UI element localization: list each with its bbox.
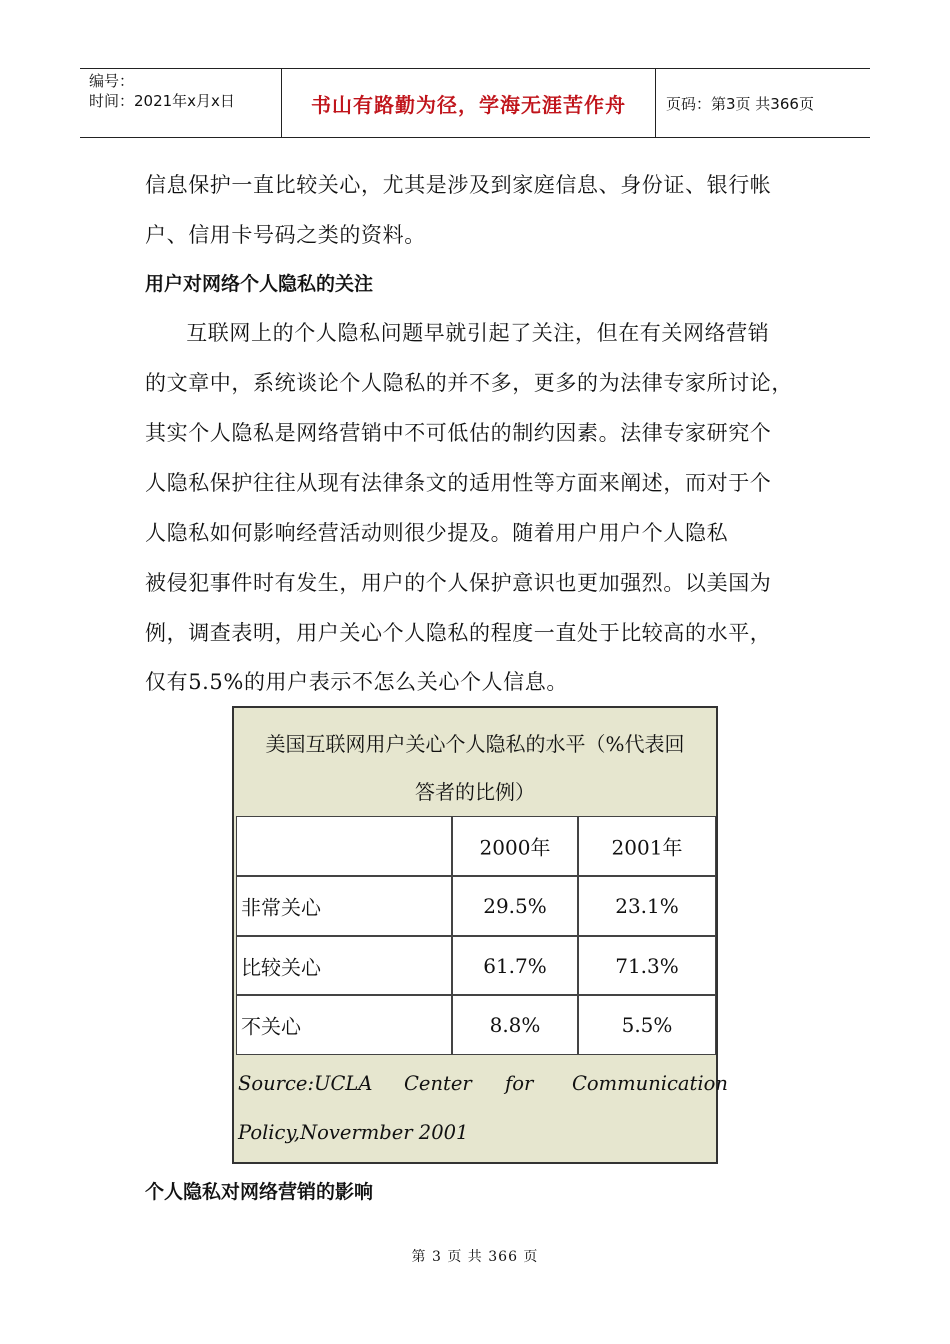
header-meta-cell: [80, 69, 282, 137]
header-motto: 书山有路勤为径，学海无涯苦作舟: [311, 93, 626, 117]
section-heading: 用户对网络个人隐私的关注: [145, 273, 374, 295]
table-cell: 29.5%: [452, 876, 578, 936]
table-source-word: Center: [404, 1072, 472, 1095]
header-motto-cell: [282, 69, 656, 137]
table-header-cell: [452, 816, 578, 876]
body-line: 人隐私保护往往从现有法律条文的适用性等方面来阐述，而对于个: [145, 471, 772, 495]
header-page-number: 页码：第3页 共366页: [666, 95, 814, 113]
table-cell: 5.5%: [578, 995, 716, 1055]
table-header-cell: [236, 816, 452, 876]
body-line: 人隐私如何影响经营活动则很少提及。随着用户用户个人隐私: [145, 521, 729, 545]
table-row-label: 非常关心: [236, 876, 452, 936]
doc-number-label: 编号：: [89, 72, 135, 90]
table-source-line: Policy,Novermber 2001: [238, 1121, 469, 1144]
table-row-label: 不关心: [236, 995, 452, 1055]
table-source-word: Communication: [572, 1072, 728, 1095]
col-header-2000: 2000年: [479, 835, 551, 860]
body-line: 其实个人隐私是网络营销中不可低估的制约因素。法律专家研究个: [145, 421, 772, 445]
section-heading: 个人隐私对网络营销的影响: [145, 1181, 374, 1203]
table-source-word: Source:UCLA: [238, 1072, 373, 1095]
table-title-line: 答者的比例）: [415, 780, 535, 804]
body-line: 互联网上的个人隐私问题早就引起了关注，但在有关网络营销: [143, 321, 770, 345]
body-line: 被侵犯事件时有发生，用户的个人保护意识也更加强烈。以美国为: [145, 571, 772, 595]
header-page-cell: [656, 69, 870, 137]
table-row-label: 比较关心: [236, 936, 452, 995]
table-source-word: for: [505, 1072, 534, 1095]
body-line: 信息保护一直比较关心，尤其是涉及到家庭信息、身份证、银行帐: [145, 173, 772, 197]
body-line: 户、信用卡号码之类的资料。: [145, 223, 426, 247]
table-title-line: 美国互联网用户关心个人隐私的水平（%代表回: [265, 732, 685, 756]
body-line: 仅有5.5%的用户表示不怎么关心个人信息。: [145, 670, 568, 694]
table-cell: 61.7%: [452, 936, 578, 995]
table-cell: 23.1%: [578, 876, 716, 936]
body-line: 的文章中，系统谈论个人隐私的并不多，更多的为法律专家所讨论，: [145, 371, 793, 395]
table-cell: 71.3%: [578, 936, 716, 995]
table-header-cell: [578, 816, 716, 876]
col-header-2001: 2001年: [611, 835, 683, 860]
doc-time-label: 时间：2021年x月x日: [89, 92, 235, 110]
page-header: [80, 68, 870, 138]
table-cell: 8.8%: [452, 995, 578, 1055]
page-footer: 第 3 页 共 366 页: [411, 1249, 539, 1265]
body-line: 例，调查表明，用户关心个人隐私的程度一直处于比较高的水平，: [145, 621, 772, 645]
privacy-concern-table: [232, 706, 728, 1164]
